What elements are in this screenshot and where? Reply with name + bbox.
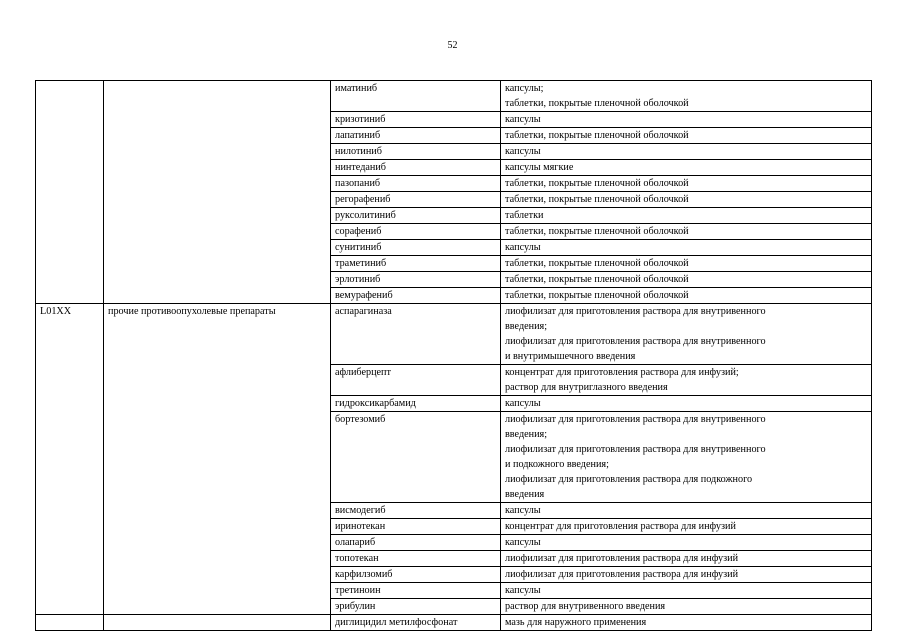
dosage-form-line: капсулы [505, 398, 541, 409]
dosage-form-cell [501, 535, 872, 551]
dosage-form-line: капсулы [505, 114, 541, 125]
drug-name-cell: висмодегиб [331, 503, 501, 519]
dosage-form-line: и внутримышечного введения [505, 351, 636, 362]
dosage-form-line: капсулы [505, 146, 541, 157]
dosage-form-line: таблетки, покрытые пленочной оболочкой [505, 274, 689, 285]
dosage-form-line: лиофилизат для приготовления раствора для инфузий [505, 553, 739, 564]
drug-name-cell: нинтеданиб [331, 160, 501, 176]
dosage-form-cell [501, 304, 872, 365]
dosage-form-cell [501, 519, 872, 535]
dosage-form-cell [501, 112, 872, 128]
dosage-form-cell [501, 551, 872, 567]
dosage-form-line: концентрат для приготовления раствора для инфузий; [505, 367, 739, 378]
dosage-form-line: лиофилизат для приготовления раствора для внутривенного [505, 444, 766, 455]
dosage-form-cell [501, 192, 872, 208]
dosage-form-line: капсулы мягкие [505, 162, 574, 173]
dosage-form-cell [501, 224, 872, 240]
dosage-form-line: лиофилизат для приготовления раствора для внутривенного [505, 336, 766, 347]
drug-name-cell: карфилзомиб [331, 567, 501, 583]
dosage-form-line: концентрат для приготовления раствора для инфузий [505, 521, 736, 532]
dosage-form-line: капсулы [505, 585, 541, 596]
drug-name-cell: иматиниб [331, 81, 501, 112]
dosage-form-line: мазь для наружного применения [505, 617, 647, 628]
dosage-form-line: лиофилизат для приготовления раствора для инфузий [505, 569, 739, 580]
atc-code-cell: L01XX [36, 304, 104, 615]
dosage-form-cell [501, 503, 872, 519]
dosage-form-line: лиофилизат для приготовления раствора для внутривенного [505, 306, 766, 317]
dosage-form-cell [501, 396, 872, 412]
atc-code-cell [36, 81, 104, 304]
drug-name-cell: эрибулин [331, 599, 501, 615]
dosage-form-line: таблетки, покрытые пленочной оболочкой [505, 130, 689, 141]
drug-name-cell: лапатиниб [331, 128, 501, 144]
dosage-form-line: таблетки, покрытые пленочной оболочкой [505, 290, 689, 301]
pharmacological-group-cell [104, 81, 331, 304]
table-row [36, 81, 872, 112]
dosage-form-line: и подкожного введения; [505, 459, 609, 470]
dosage-form-line: таблетки [505, 210, 544, 221]
dosage-form-cell [501, 128, 872, 144]
dosage-form-cell [501, 272, 872, 288]
dosage-form-cell [501, 583, 872, 599]
drug-name-cell: сунитиниб [331, 240, 501, 256]
dosage-form-line: таблетки, покрытые пленочной оболочкой [505, 226, 689, 237]
drug-name-cell: руксолитиниб [331, 208, 501, 224]
dosage-form-cell [501, 240, 872, 256]
drug-table-body [36, 81, 872, 631]
atc-code-cell [36, 615, 104, 631]
pharmacological-group-cell: прочие противоопухолевые препараты [104, 304, 331, 615]
dosage-form-line: таблетки, покрытые пленочной оболочкой [505, 178, 689, 189]
drug-name-cell: сорафениб [331, 224, 501, 240]
dosage-form-line: таблетки, покрытые пленочной оболочкой [505, 258, 689, 269]
dosage-form-line: таблетки, покрытые пленочной оболочкой [505, 194, 689, 205]
drug-name-cell: траметиниб [331, 256, 501, 272]
drug-name-cell: вемурафениб [331, 288, 501, 304]
dosage-form-cell [501, 81, 872, 112]
dosage-form-cell [501, 256, 872, 272]
dosage-form-cell [501, 615, 872, 631]
drug-name-cell: пазопаниб [331, 176, 501, 192]
dosage-form-cell [501, 208, 872, 224]
dosage-form-line: капсулы; [505, 83, 544, 94]
drug-name-cell: бортезомиб [331, 412, 501, 503]
dosage-form-cell [501, 599, 872, 615]
dosage-form-cell [501, 412, 872, 503]
dosage-form-line: введения; [505, 429, 548, 440]
dosage-form-cell [501, 567, 872, 583]
drug-name-cell: диглицидил метилфосфонат [331, 615, 501, 631]
dosage-form-cell [501, 365, 872, 396]
drug-name-cell: третиноин [331, 583, 501, 599]
drug-name-cell: регорафениб [331, 192, 501, 208]
pharmacological-group-cell [104, 615, 331, 631]
dosage-form-line: капсулы [505, 505, 541, 516]
page-number: 52 [447, 40, 458, 51]
drug-name-cell: аспарагиназа [331, 304, 501, 365]
dosage-form-cell [501, 176, 872, 192]
table-row [36, 304, 872, 365]
drug-name-cell: нилотиниб [331, 144, 501, 160]
drug-table [35, 80, 872, 631]
dosage-form-line: таблетки, покрытые пленочной оболочкой [505, 98, 689, 109]
drug-name-cell: кризотиниб [331, 112, 501, 128]
drug-name-cell: афлиберцепт [331, 365, 501, 396]
dosage-form-line: раствор для внутривенного введения [505, 601, 666, 612]
drug-name-cell: иринотекан [331, 519, 501, 535]
drug-name-cell: гидроксикарбамид [331, 396, 501, 412]
dosage-form-line: капсулы [505, 537, 541, 548]
dosage-form-line: лиофилизат для приготовления раствора для подкожного [505, 474, 753, 485]
drug-name-cell: олапариб [331, 535, 501, 551]
dosage-form-line: лиофилизат для приготовления раствора для внутривенного [505, 414, 766, 425]
dosage-form-cell [501, 160, 872, 176]
dosage-form-line: введения; [505, 321, 548, 332]
drug-name-cell: топотекан [331, 551, 501, 567]
table-row [36, 615, 872, 631]
dosage-form-line: раствор для внутриглазного введения [505, 382, 668, 393]
dosage-form-line: капсулы [505, 242, 541, 253]
dosage-form-cell [501, 288, 872, 304]
dosage-form-cell [501, 144, 872, 160]
dosage-form-line: введения [505, 489, 545, 500]
drug-name-cell: эрлотиниб [331, 272, 501, 288]
